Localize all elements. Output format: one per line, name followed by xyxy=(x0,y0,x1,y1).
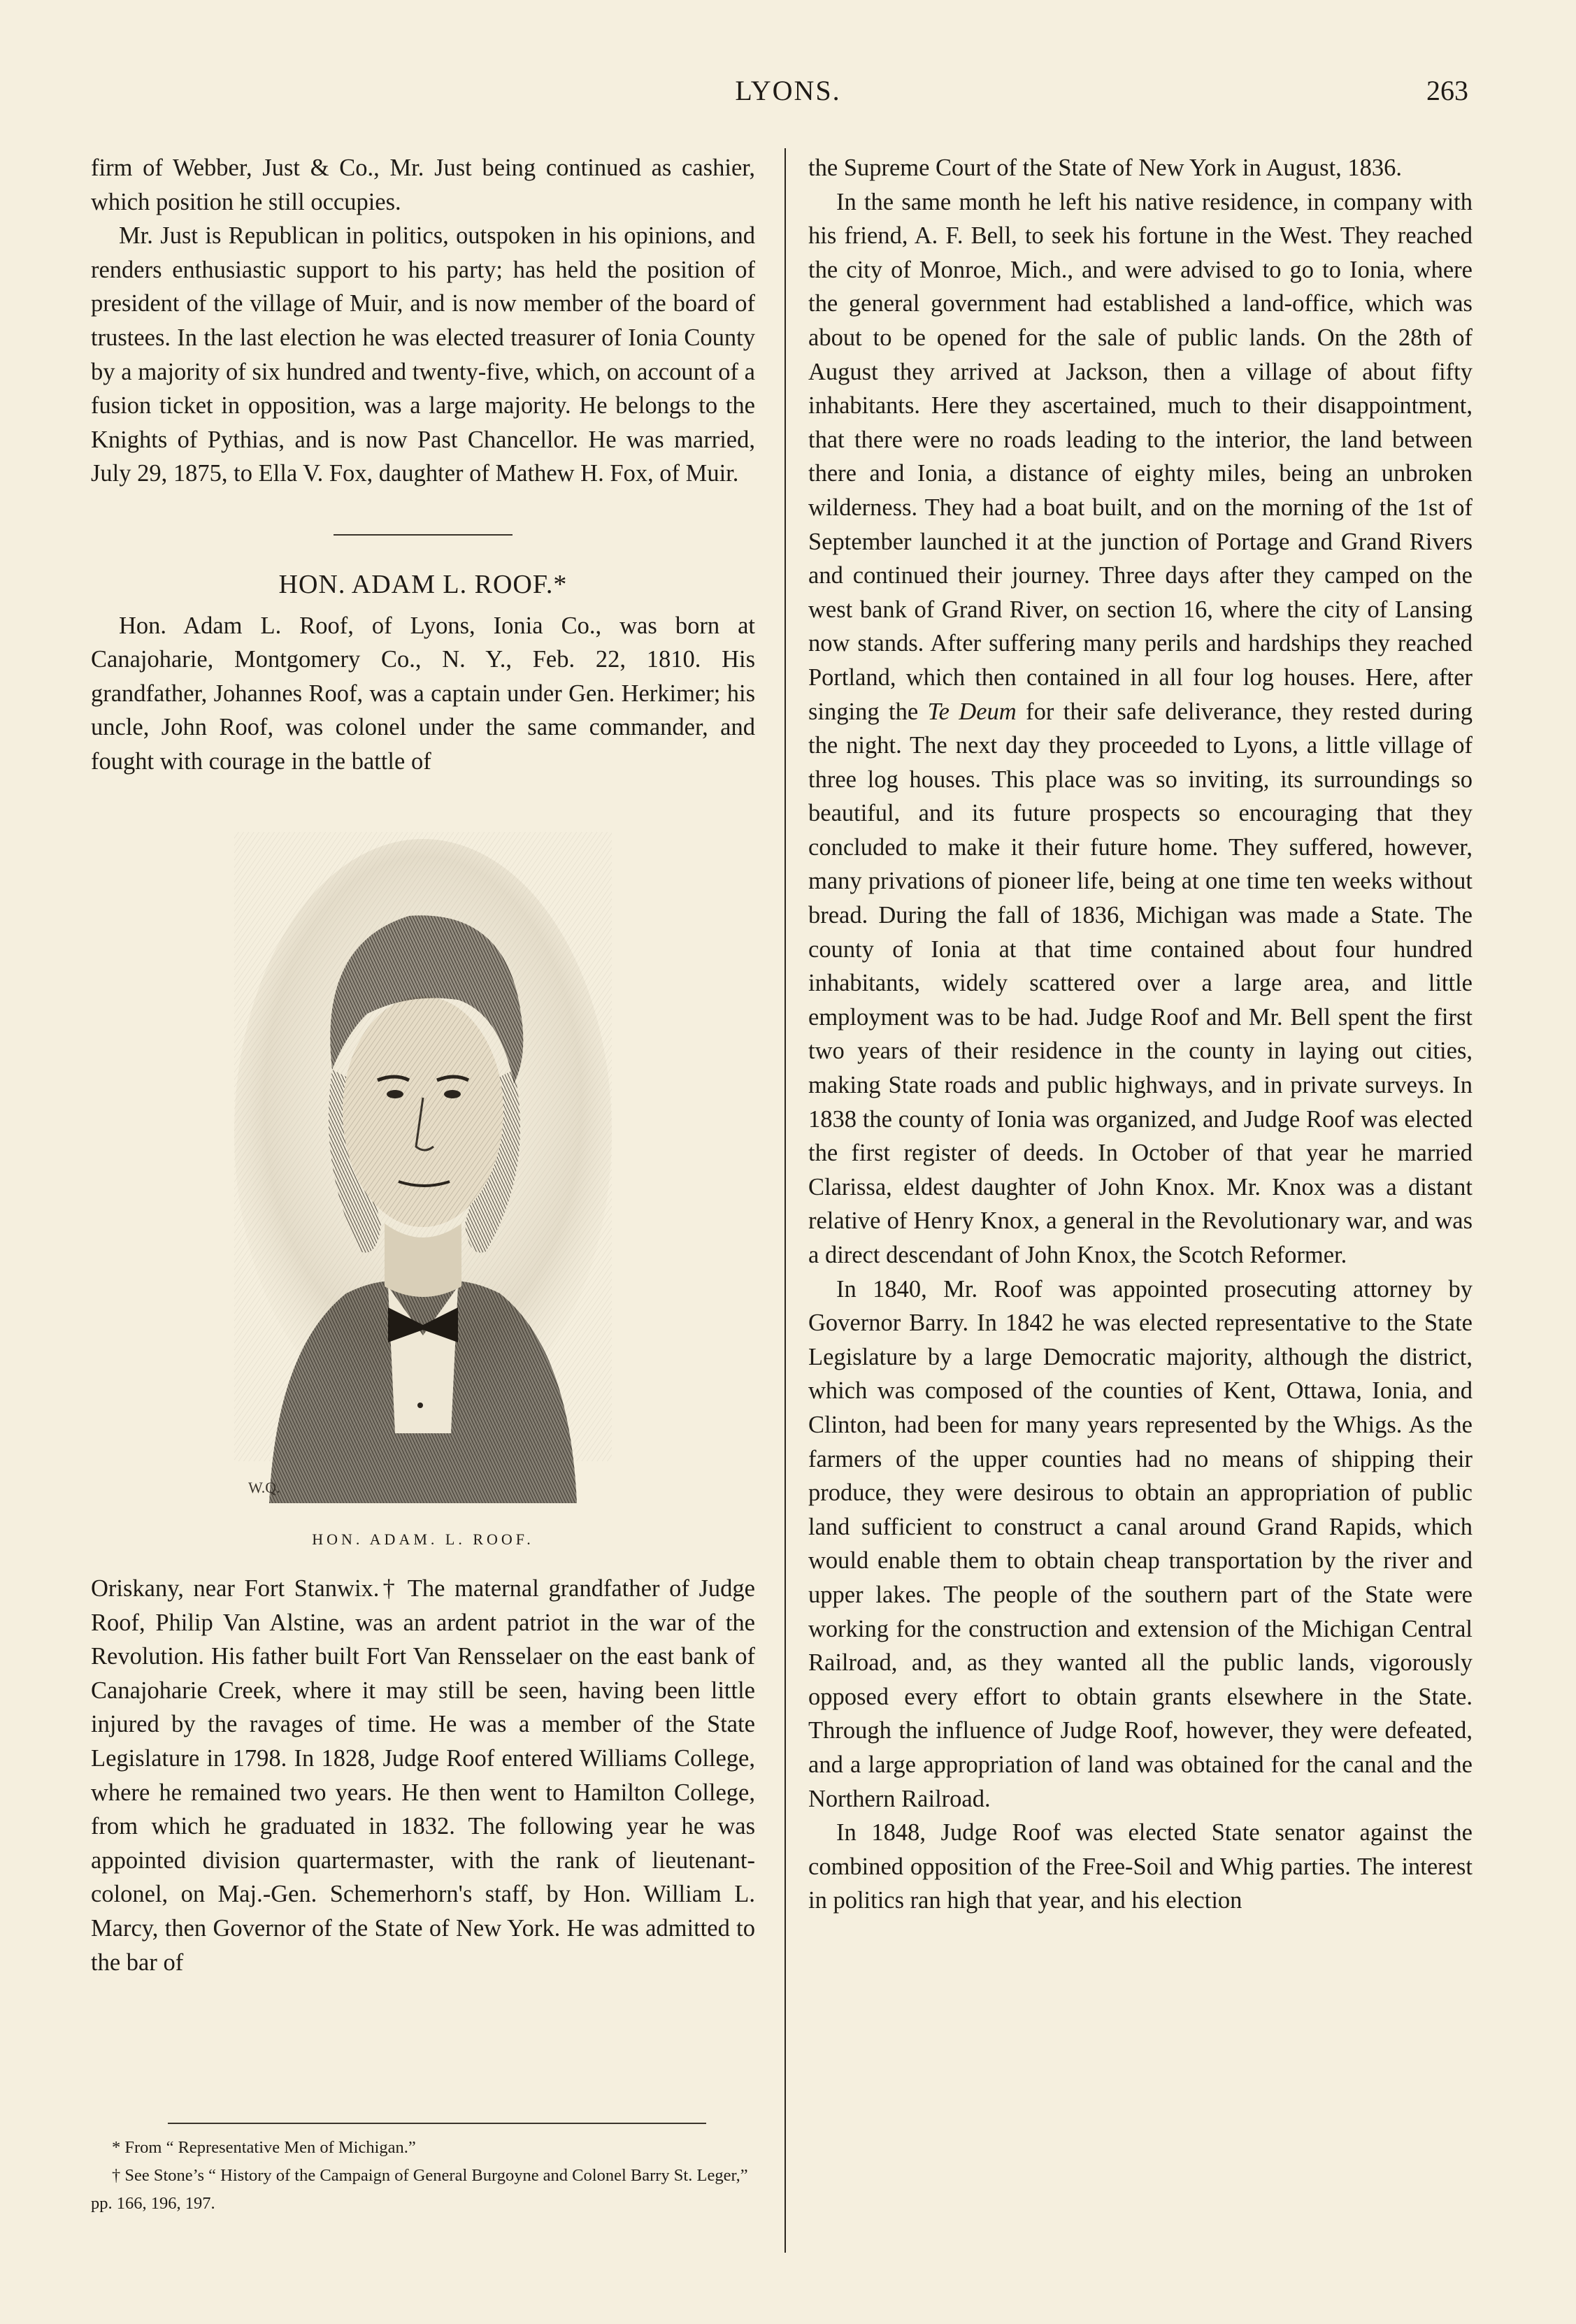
right-paragraph-2 xyxy=(808,185,1473,1272)
column-divider xyxy=(785,148,786,2253)
left-column xyxy=(91,151,755,1979)
right-paragraph-1: the Supreme Court of the State of New York in August, 1836. xyxy=(808,155,1403,181)
page-header xyxy=(0,74,1576,116)
footnote-2: † See Stone’s “ History of the Campaign of General Burgoyne and Colonel Barry St. Leger,” pp. 166, 196, 197. xyxy=(91,2166,748,2213)
section-title: HON. ADAM L. ROOF.* xyxy=(278,569,568,599)
running-title: LYONS. xyxy=(735,75,841,106)
page-number: 263 xyxy=(1426,75,1468,106)
portrait-engraving xyxy=(227,804,619,1517)
left-paragraph-4: Oriskany, near Fort Stanwix.† The maternal grandfather of Judge Roof, Philip Van Alstine, was an ardent patriot in the war of the Revolution. His father built Fort Van Rensselaer on the east bank of Canajoharie Creek, where it may still be seen, having been little injured by the ravages of time. He was a member of the State Legislature in 1798. In 1828, Judge Roof entered Williams College, where he remained two years. He then went to Hamilton College, from which he graduated in 1832. The following year he was appointed division quartermaster, with the rank of lieutenant-colonel, on Maj.-Gen. Schemerhorn's staff, by Hon. William L. Marcy, then Governor of the State of New York. He was admitted to the bar of xyxy=(91,1575,755,1976)
footnotes xyxy=(91,2123,769,2218)
right-paragraph-3: In 1840, Mr. Roof was appointed prosecuting attorney by Governor Barry. In 1842 he was elected representative to the State Legislature by a large Democratic majority, although the district, which was composed of the counties of Kent, Ottawa, Ionia, and Clinton, had been for many years represented by the Whigs. As the farmers of the upper counties had no means of shipping their produce, they were desirous to obtain an appropriation of public land sufficient to construct a canal around Grand Rapids, which would enable them to obtain cheap transportation by the river and upper lakes. The people of the southern part of the State were working for the construction and extension of the Michigan Central Railroad, and, as they wanted all the public lands, vigorously opposed every effort to obtain grants elsewhere in the State. Through the influence of Judge Roof, however, they were defeated, and a large appropriation of land was obtained for the canal and the Northern Railroad. xyxy=(808,1275,1473,1812)
right-paragraph-2-part-1: In the same month he left his native residence, in company with his friend, A. F. Bell, to seek his fortune in the West. They reached the city of Monroe, Mich., and were advised to go to Ionia, where the general government had established a land-office, which was about to be opened for the sale of public lands. On the 28th of August they arrived at Jackson, then a village of about fifty inhabitants. Here they ascertained, much to their disappointment, that there were no roads leading to the interior, the land between there and Ionia, a distance of eighty miles, being an unbroken wilderness. They had a boat built, and on the morning of the 1st of September launched it at the junction of Portage and Grand Rivers and continued their journey. Three days after they camped on the west bank of Grand River, on section 16, where the city of Lansing now stands. After suffering many perils and hardships they reached Portland, which then contained in all four log houses. Here, after singing the xyxy=(808,188,1473,725)
portrait-caption: HON. ADAM. L. ROOF. xyxy=(312,1530,534,1548)
footnote-1: * From “ Representative Men of Michigan.” xyxy=(112,2138,416,2157)
right-paragraph-4: In 1848, Judge Roof was elected State senator against the combined opposition of the Free-Soil and Whig parties. The interest in politics ran high that year, and his election xyxy=(808,1819,1473,1914)
right-paragraph-2-part-2: for their safe deliverance, they rested during the night. The next day they proceeded to Lyons, a little village of three log houses. This place was so inviting, its surroundings so beautiful, and its future prospects so encouraging that they concluded to make it their future home. They suffered, however, many privations of pioneer life, being at one time ten weeks without bread. During the fall of 1836, Michigan was made a State. The county of Ionia at that time contained about four hundred inhabitants, widely scattered over a large area, and little employment was to be had. Judge Roof and Mr. Bell spent the first two years of their residence in the county in laying out cities, making State roads and public highways, and in private surveys. In 1838 the county of Ionia was organized, and Judge Roof was elected the first register of deeds. In October of that year he married Clarissa, eldest daughter of John Knox. Mr. Knox was a distant relative of Henry Knox, a general in the Revolutionary war, and was a direct descendant of John Knox, the Scotch Reformer. xyxy=(808,698,1473,1268)
right-column xyxy=(808,151,1473,1918)
left-paragraph-3: Hon. Adam L. Roof, of Lyons, Ionia Co., was born at Canajoharie, Montgomery Co., N. Y., Feb. 22, 1810. His grandfather, Johannes Roof, was a captain under Gen. Herkimer; his uncle, John Roof, was colonel under the same commander, and fought with courage in the battle of xyxy=(91,612,755,775)
left-paragraph-1: firm of Webber, Just & Co., Mr. Just being continued as cashier, which position he still occupies. xyxy=(91,155,755,215)
te-deum-italic: Te Deum xyxy=(927,698,1017,725)
left-paragraph-2: Mr. Just is Republican in politics, outspoken in his opinions, and renders enthusiastic support to his party; has held the position of president of the village of Muir, and is now member of the board of trustees. In the last election he was elected treasurer of Ionia County by a majority of six hundred and twenty-five, which, on account of a fusion ticket in opposition, was a large majority. He belongs to the Knights of Pythias, and is now Past Chancellor. He was married, July 29, 1875, to Ella V. Fox, daughter of Mathew H. Fox, of Muir. xyxy=(91,222,755,487)
section-separator xyxy=(334,534,513,536)
portrait-signature: W.Q. xyxy=(248,1478,280,1496)
footnote-rule xyxy=(168,2123,706,2124)
